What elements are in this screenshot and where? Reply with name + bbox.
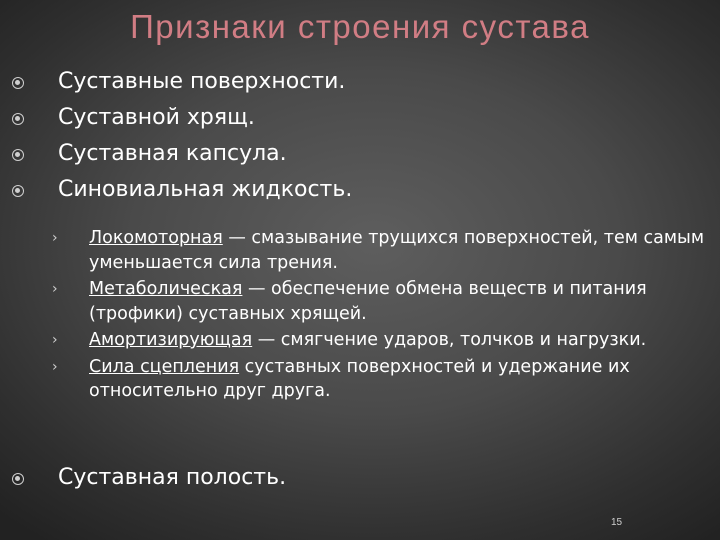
circle-bullet-icon xyxy=(12,113,24,125)
sub-item-description: — смягчение ударов, толчков и нагрузки. xyxy=(252,330,647,350)
bullet-text: Синовиальная жидкость. xyxy=(58,177,353,202)
sub-item xyxy=(0,224,720,275)
sub-item xyxy=(0,275,720,326)
sub-item-term: Амортизирующая xyxy=(89,330,253,350)
bullet-list xyxy=(0,64,720,208)
sub-item-description: — смазывание трущихся поверхностей, тем самым уменьшается сила трения. xyxy=(89,228,705,273)
sub-item-term: Сила сцепления xyxy=(89,356,240,377)
bullet-item xyxy=(0,100,720,136)
sub-item-description: — обеспечение обмена веществ и питания (трофики) суставных хрящей. xyxy=(89,279,647,324)
circle-bullet-icon xyxy=(12,77,24,89)
bullet-item xyxy=(0,64,720,100)
circle-bullet-icon xyxy=(12,149,24,161)
sub-item-term: Метаболическая xyxy=(89,279,243,299)
bullet-text: Суставная капсула. xyxy=(58,141,287,166)
bullet-item-joint-cavity xyxy=(0,460,720,496)
circle-bullet-icon xyxy=(12,185,24,197)
bullet-item xyxy=(0,136,720,172)
page-number: 15 xyxy=(611,517,623,528)
chevron-right-icon: › xyxy=(52,358,58,375)
sub-item-text xyxy=(89,326,711,353)
bullet-text: Суставная полость. xyxy=(58,465,287,490)
sub-item-text xyxy=(89,353,711,404)
circle-bullet-icon xyxy=(12,473,24,485)
sub-item-description: суставных поверхностей и удержание их относительно друг друга. xyxy=(89,356,630,401)
chevron-right-icon: › xyxy=(52,281,58,297)
chevron-right-icon: › xyxy=(52,230,58,246)
synovial-functions-list xyxy=(0,224,720,404)
bullet-text: Суставные поверхности. xyxy=(58,69,346,94)
sub-item xyxy=(0,326,720,353)
slide-title: Признаки строения сустава xyxy=(130,8,590,45)
bullet-text: Суставной хрящ. xyxy=(58,105,255,130)
sub-item-text xyxy=(89,224,711,275)
bullet-item xyxy=(0,172,720,208)
sub-item-term: Локомоторная xyxy=(89,228,223,248)
sub-item xyxy=(0,353,720,404)
chevron-right-icon: › xyxy=(52,332,58,348)
sub-item-text xyxy=(89,275,711,326)
